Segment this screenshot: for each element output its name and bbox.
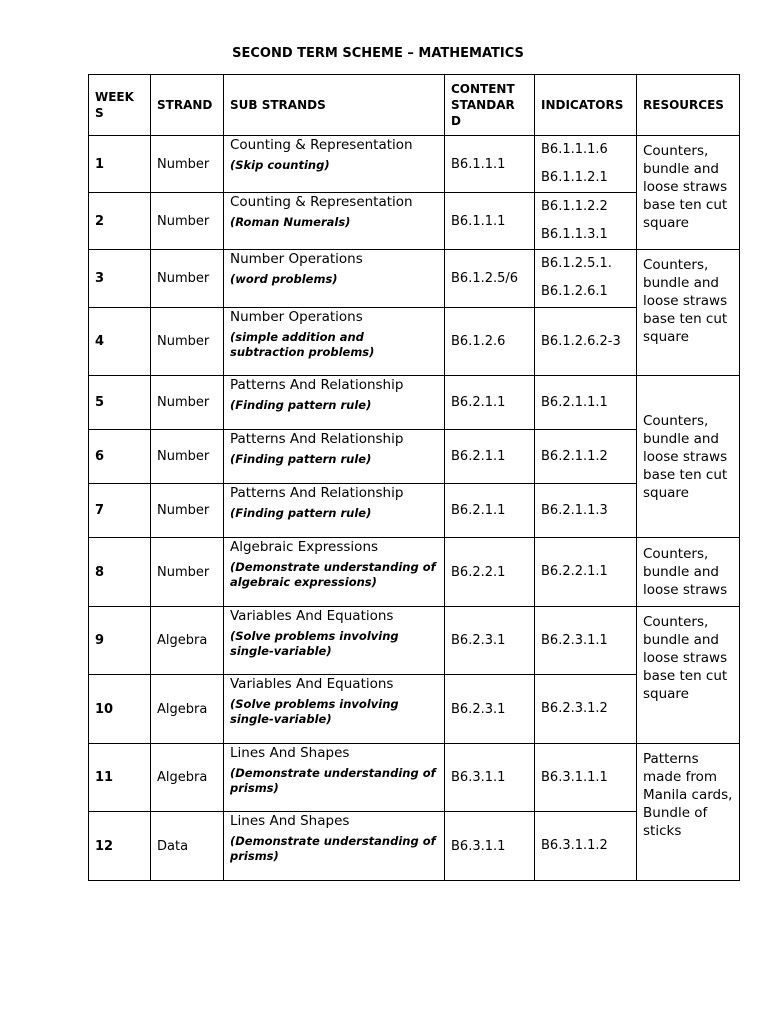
- sub-strand-cell: [224, 250, 445, 308]
- sub-strand-note: (Roman Numerals): [230, 215, 351, 229]
- indicator-code: B6.2.1.1.1: [541, 394, 608, 410]
- content-standard-cell: B6.3.1.1: [445, 744, 535, 812]
- indicator-code: B6.2.3.1.2: [541, 701, 608, 716]
- indicators-cell: [535, 744, 637, 812]
- sub-strand-title: Lines And Shapes: [230, 813, 350, 829]
- sub-strand-title: Patterns And Relationship: [230, 485, 404, 501]
- sub-strand-note: (Finding pattern rule): [230, 506, 372, 520]
- sub-strand-title: Number Operations: [230, 309, 363, 325]
- content-standard-cell: B6.2.3.1: [445, 607, 535, 675]
- sub-strand-note: (Skip counting): [230, 158, 330, 172]
- sub-strand-cell: [224, 430, 445, 484]
- week-cell: 8: [89, 538, 151, 607]
- indicator-code: B6.2.1.1.3: [541, 502, 608, 518]
- scheme-table: [88, 74, 740, 881]
- sub-strand-title: Patterns And Relationship: [230, 431, 404, 447]
- indicator-code: B6.1.1.2.2: [541, 199, 608, 214]
- indicators-cell: [535, 484, 637, 538]
- sub-strand-note: (Finding pattern rule): [230, 398, 372, 412]
- week-cell: 6: [89, 430, 151, 484]
- strand-cell: Number: [151, 484, 224, 538]
- strand-cell: Number: [151, 136, 224, 193]
- strand-cell: Number: [151, 250, 224, 308]
- table-row: [89, 744, 740, 812]
- indicators-cell: [535, 193, 637, 250]
- indicator-code: B6.2.1.1.2: [541, 448, 608, 464]
- week-cell: 7: [89, 484, 151, 538]
- table-row: [89, 538, 740, 607]
- sub-strand-cell: [224, 744, 445, 812]
- indicators-cell: [535, 376, 637, 430]
- indicators-cell: [535, 812, 637, 881]
- indicator-code: B6.3.1.1.2: [541, 838, 608, 853]
- indicators-cell: [535, 607, 637, 675]
- strand-cell: Number: [151, 193, 224, 250]
- header-row: [89, 75, 740, 136]
- content-standard-cell: B6.1.2.5/6: [445, 250, 535, 308]
- sub-strand-title: Lines And Shapes: [230, 745, 350, 761]
- indicator-code: B6.1.2.6.2-3: [541, 333, 621, 349]
- week-cell: 3: [89, 250, 151, 308]
- sub-strand-cell: [224, 538, 445, 607]
- sub-strand-cell: [224, 812, 445, 881]
- header-sub-strands: SUB STRANDS: [224, 75, 445, 136]
- sub-strand-title: Counting & Representation: [230, 194, 413, 210]
- sub-strand-title: Patterns And Relationship: [230, 377, 404, 393]
- resources-cell: Patterns made from Manila cards, Bundle of sticks: [637, 744, 740, 881]
- week-cell: 10: [89, 675, 151, 744]
- indicator-code: B6.1.2.5.1.: [541, 256, 612, 271]
- indicator-code: B6.2.3.1.1: [541, 632, 608, 648]
- sub-strand-title: Number Operations: [230, 251, 363, 267]
- header-strand: STRAND: [151, 75, 224, 136]
- sub-strand-cell: [224, 484, 445, 538]
- table-row: [89, 607, 740, 675]
- sub-strand-title: Variables And Equations: [230, 608, 394, 624]
- indicators-cell: [535, 136, 637, 193]
- week-cell: 9: [89, 607, 151, 675]
- sub-strand-note: (Solve problems involving single-variable): [230, 697, 399, 726]
- content-standard-cell: B6.2.1.1: [445, 430, 535, 484]
- sub-strand-note: (Solve problems involving single-variable): [230, 629, 399, 658]
- sub-strand-note: (word problems): [230, 272, 338, 286]
- week-cell: 4: [89, 308, 151, 376]
- week-cell: 2: [89, 193, 151, 250]
- indicator-code: B6.3.1.1.1: [541, 769, 608, 785]
- sub-strand-cell: [224, 308, 445, 376]
- indicators-cell: [535, 250, 637, 308]
- resources-cell: Counters, bundle and loose straws base ten cut square: [637, 376, 740, 538]
- content-standard-cell: B6.1.1.1: [445, 193, 535, 250]
- sub-strand-note: (simple addition and subtraction problems): [230, 330, 375, 359]
- sub-strand-note: (Demonstrate understanding of prisms): [230, 834, 436, 863]
- content-standard-cell: B6.1.1.1: [445, 136, 535, 193]
- sub-strand-note: (Finding pattern rule): [230, 452, 372, 466]
- resources-cell: Counters, bundle and loose straws base ten cut square: [637, 607, 740, 744]
- content-standard-cell: B6.2.3.1: [445, 675, 535, 744]
- sub-strand-title: Counting & Representation: [230, 137, 413, 153]
- indicators-cell: [535, 538, 637, 607]
- sub-strand-cell: [224, 136, 445, 193]
- table-row: [89, 376, 740, 430]
- table-row: [89, 136, 740, 193]
- week-cell: 11: [89, 744, 151, 812]
- header-content-standard: CONTENT STANDAR D: [445, 75, 535, 136]
- sub-strand-title: Variables And Equations: [230, 676, 394, 692]
- sub-strand-cell: [224, 675, 445, 744]
- indicator-code: B6.1.1.2.1: [541, 170, 608, 185]
- table-row: [89, 250, 740, 308]
- page-title: SECOND TERM SCHEME – MATHEMATICS: [232, 46, 524, 61]
- indicators-cell: [535, 675, 637, 744]
- strand-cell: Number: [151, 376, 224, 430]
- strand-cell: Number: [151, 538, 224, 607]
- sub-strand-cell: [224, 193, 445, 250]
- content-standard-cell: B6.1.2.6: [445, 308, 535, 376]
- indicators-cell: [535, 308, 637, 376]
- week-cell: 5: [89, 376, 151, 430]
- strand-cell: Algebra: [151, 675, 224, 744]
- strand-cell: Algebra: [151, 744, 224, 812]
- content-standard-cell: B6.3.1.1: [445, 812, 535, 881]
- week-cell: 12: [89, 812, 151, 881]
- content-standard-cell: B6.2.2.1: [445, 538, 535, 607]
- strand-cell: Data: [151, 812, 224, 881]
- header-weeks: WEEK S: [89, 75, 151, 136]
- resources-cell: Counters, bundle and loose straws base ten cut square: [637, 250, 740, 376]
- header-indicators: INDICATORS: [535, 75, 637, 136]
- content-standard-cell: B6.2.1.1: [445, 376, 535, 430]
- strand-cell: Number: [151, 308, 224, 376]
- sub-strand-cell: [224, 376, 445, 430]
- indicator-code: B6.1.1.3.1: [541, 227, 608, 242]
- week-cell: 1: [89, 136, 151, 193]
- indicator-code: B6.2.2.1.1: [541, 564, 608, 579]
- header-resources: RESOURCES: [637, 75, 740, 136]
- sub-strand-note: (Demonstrate understanding of algebraic expressions): [230, 560, 436, 589]
- strand-cell: Number: [151, 430, 224, 484]
- indicator-code: B6.1.1.1.6: [541, 142, 608, 157]
- sub-strand-note: (Demonstrate understanding of prisms): [230, 766, 436, 795]
- sub-strand-cell: [224, 607, 445, 675]
- resources-cell: Counters, bundle and loose straws base ten cut square: [637, 136, 740, 250]
- sub-strand-title: Algebraic Expressions: [230, 539, 379, 555]
- content-standard-cell: B6.2.1.1: [445, 484, 535, 538]
- strand-cell: Algebra: [151, 607, 224, 675]
- indicators-cell: [535, 430, 637, 484]
- resources-cell: Counters, bundle and loose straws: [637, 538, 740, 607]
- indicator-code: B6.1.2.6.1: [541, 284, 608, 299]
